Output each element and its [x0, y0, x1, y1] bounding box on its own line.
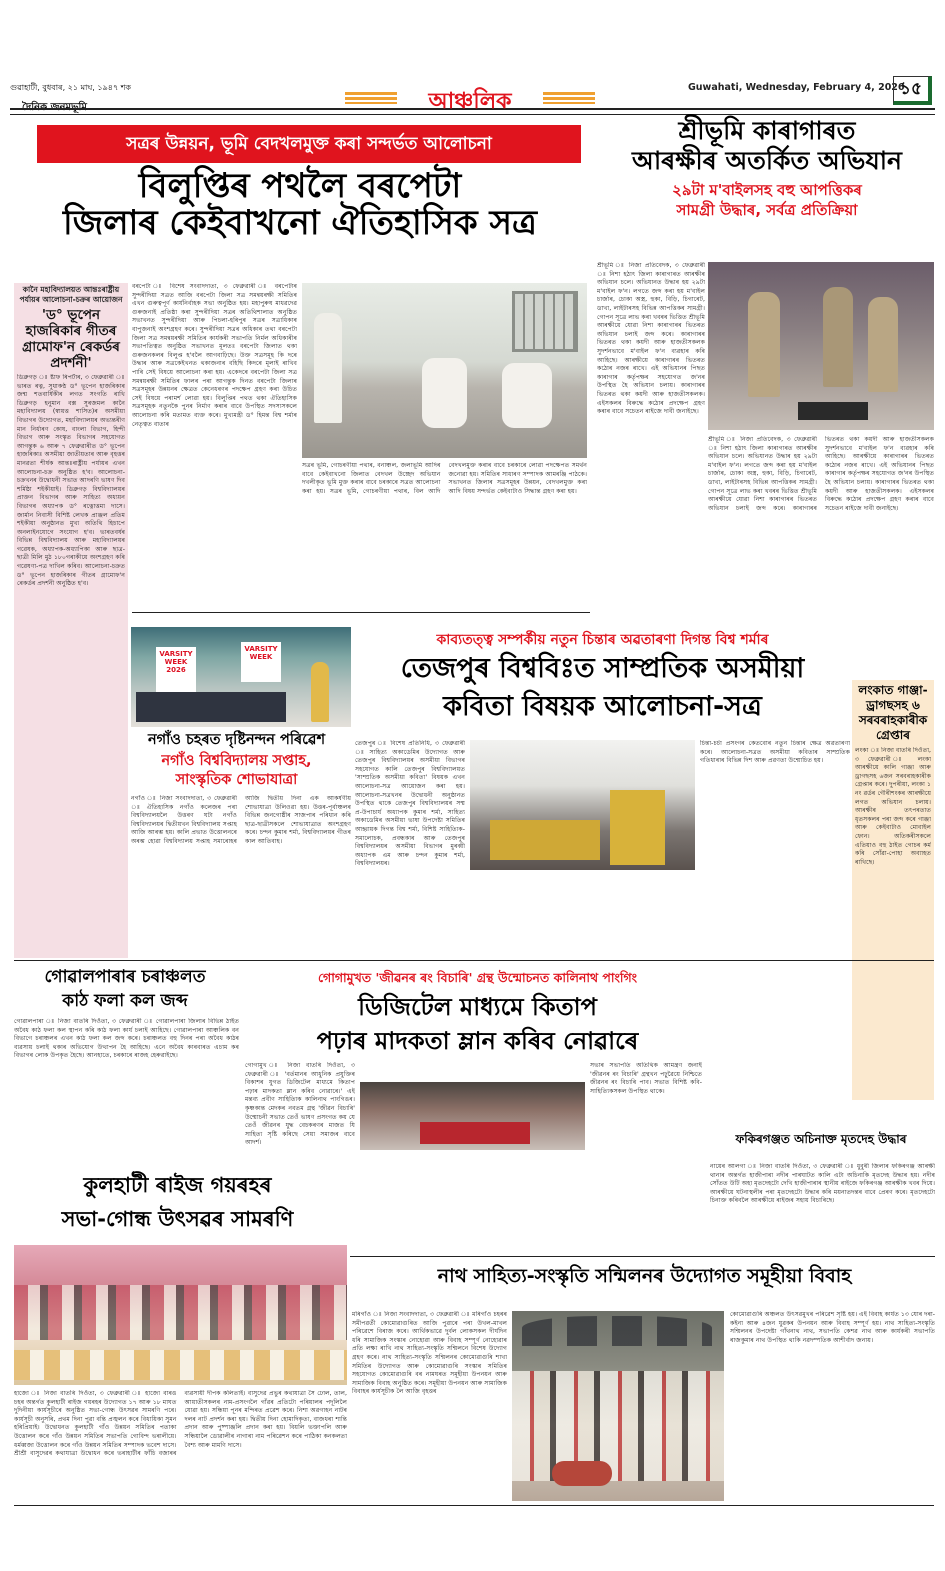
nagaon-subhead	[120, 752, 353, 790]
lanka-headline-line4: গ্ৰেপ্তাৰ	[876, 728, 910, 742]
gogamukh-headline-line1: ডিজিটেল মাধ্যমে কিতাপ	[358, 993, 597, 1021]
fakiraganj-headline: ফকিৰগঞ্জত অচিনাক্ত মৃতদেহ উদ্ধাৰ	[735, 1132, 907, 1146]
lead-body-cont: সত্ৰৰ ভূমি, গোচৰণীয়া পথাৰ, বনাঞ্চল, জলাভূমি আদিৰ বাবে কেইবাখনো জিলাত বেদখল উচ্ছেদ অভিযান দখলীকৃত ভূমি মুক্ত কৰাৰ বাবে চৰকাৰে সত্ৰত আলোচনা কৰা হয়। সত্ৰৰ ভূমি, গোচৰণীয়া পথাৰ, বিল আদি বেদখলমুক্ত কৰাৰ বাবে চৰকাৰে লোৱা পদক্ষেপত সমৰ্থন জনোৱা হয়। সমিতিৰ সাধাৰণ সম্পাদক আমৰঞ্জি পাঠকে। সভাখনত জিলাৰ সত্ৰসমূহৰ উন্নয়ন, বেদখলমুক্ত কৰা আদি বিষয় সন্দৰ্ভত কেইবাটাও সিদ্ধান্ত গ্ৰহণ কৰা হয়।	[302, 462, 587, 495]
section-logo	[345, 86, 595, 112]
photo-crowd	[14, 1285, 347, 1340]
tezpur-body: তেজপুৰ ঃ বিশেষ প্ৰতিনিধি, ৩ ফেব্ৰুৱাৰী ঃ সাহিত্য অকাডেমিৰ উদ্যোগত আৰু তেজপুৰ বিশ্ববিদ্যালয়ৰ অসমীয়া বিভাগৰ সহযোগত কালি তেজপুৰ বিশ্ববিদ্যালয়ত 'সাম্প্ৰতিক অসমীয়া কবিতা' বিষয়ক এখন আলোচনা-সত্ৰ আয়োজন কৰা হয়। আলোচনা-সত্ৰখনৰ উদ্বোধনী অনুষ্ঠানত উপস্থিত থাকে তেজপুৰ বিশ্ববিদ্যালয়ৰ সম্ম প্ৰ-উপাচাৰ্য অধ্যাপক কুমাৰ শৰ্মা, সাহিত্য অকাডেমিৰ অসমীয়া ভাষা উপদেষ্টা সমিতিৰ আহ্বায়ক দিগন্ত বিশ্ব শৰ্মা, বিশিষ্ট সাহিত্যিক-সমালোচক, প্ৰবন্ধকাৰ আৰু তেজপুৰ বিশ্ববিদ্যালয়ৰ অসমীয়া বিভাগৰ মুৰব্বী অধ্যাপক এম আৰু চন্দন কুমাৰ শৰ্মা, বিশ্ববিদ্যালয়ৰ।	[355, 740, 465, 868]
sidebar-kicker: কানৈ মহাবিদ্যালয়ত আন্তঃৰাষ্ট্ৰীয় পৰ্যায়ৰ আলোচনা-চক্ৰৰ আয়োজন	[19, 285, 123, 304]
photo-table-red	[420, 1122, 530, 1144]
photo-banner-2-text: VARSITY WEEK	[244, 645, 278, 661]
photo-seated-guests	[136, 692, 286, 722]
sidebar-headline: 'ড° ভূপেন হাজৰিকাৰ গীতৰ গ্ৰামোফ'ন ৰেকৰ্ডৰ প্ৰদৰ্শনী'	[22, 307, 120, 371]
page-number-box	[893, 76, 932, 105]
photo-woman-speaker	[311, 662, 329, 722]
nath-headline: নাথ সাহিত্য-সংস্কৃতি সন্মিলনৰ উদ্যোগত সমূহীয়া বিবাহ	[437, 1265, 852, 1287]
tezpur-body-mid	[470, 874, 695, 950]
lead-headline	[10, 168, 590, 241]
goalpara-headline	[10, 965, 240, 1013]
nagaon-body: নগাঁও ঃ নিজা সংবাদদাতা, ৩ ফেব্ৰুৱাৰী ঃ ঐতিহাসিক নগাঁও কলেজৰ পৰা বিশ্ববিদ্যালয়লৈ উত্তৰণ ঘটা নগাঁও বিশ্ববিদ্যালয়ৰ দ্বিতীয়খন বিশ্ববিদ্যালয় সপ্তাহ আজি আৰম্ভ হয়। কালি প্ৰভাত উত্তোলনৰে অৰম্ভ হোৱা বিশ্ববিদ্যালয় সপ্তাহ সমাৰোহৰ আজি দ্বিতীয় দিনা এক আকৰ্ষণীয় শোভাযাত্ৰা উলিওৱা হয়। উত্তৰ-পূৰ্বাঞ্চলৰ বিভিন্ন জনগোষ্ঠীৰ সাজপাৰ পৰিধান কৰি ছাত্ৰ-ছাত্ৰীসকলে শোভাযাত্ৰাত অংশগ্ৰহণ কৰে। চন্দন কুমাৰ শৰ্মা, বিশ্ববিদ্যালয়ৰ গীতৰ কাল আতিবাহ।	[131, 795, 351, 845]
tezpur-headline-line2: কবিতা বিষয়ক আলোচনা-সত্ৰ	[443, 691, 762, 722]
left-sidebar-box	[14, 283, 128, 958]
nagaon-headline: নগাঁও চহৰত দৃষ্টিনন্দন পৰিৱেশ	[147, 732, 326, 748]
sidebar-body: ডিব্ৰুগড় ঃ ষ্টাফ ৰিপৰ্টাৰ, ৩ ফেব্ৰুৱাৰী ঃ ভাৰত ৰত্ন, সুধাকণ্ঠ ড° ভূপেন হাজৰিকাৰ জন্ম শতবাৰ্ষিকীৰ লগত সংগতি ৰাখি ডিব্ৰুগড় হনুমান বক্স সুৰজমল কানৈ মহাবিদ্যালয় (স্বায়ত্ত শাসিত)ৰ অসমীয়া বিভাগৰ উদ্যোগত, মহাবিদ্যালয়ৰ অভ্যন্তৰীণ মান নিৰ্ধাৰণ কোষ, বাংলা বিভাগ, হিন্দী বিভাগ আৰু সংস্কৃত বিভাগৰ সহযোগত আগন্তুক ৬ আৰু ৭ ফেব্ৰুৱাৰীত ড° ভূপেন হাজৰিকাঃ অসমীয়া জাতীয়তাৰ আৰু বৃহত্তৰ মানৱতা শীৰ্ষক আন্তঃৰাষ্ট্ৰীয় পৰ্যায়ৰ এখন আলোচনা-চক্ৰ অনুষ্ঠিত হ'ব। আলোচনা-চক্ৰখনৰ উদ্বোধনী সভাত আদৰণি ভাষণ দিব শৰ্মিষ্ঠা শইকীয়াই। ডিব্ৰুগড় বিশ্ববিদ্যালয়ৰ প্ৰাক্তন বিভাগৰ আৰু সাহিত্য অধ্যয়ন বিভাগৰ অধ্যাপক ড° ৰত্নোত্তমা দাসে। জাৰ্মান নিবাসী বিশিষ্ট লেখক প্ৰাঞ্জল প্ৰতিম শইকীয়া অনুষ্ঠানত মুখ্য অতিথি হিচাপে অনলাইনযোগে সংযোগ হ'ব। ভাৰতবৰ্ষৰ বিভিন্ন বিশ্ববিদ্যালয় আৰু মহাবিদ্যালয়ৰ গৱেষক, অধ্যাপক-অধ্যাপিকা আৰু ছাত্ৰ-ছাত্ৰী মিলি মুঠ ১৮০গৰাকীয়ে অংশগ্ৰহণ কৰি গৱেষণা-পত্ৰ দাখিল কৰিব। আলোচনা-চক্ৰত ড° ভূপেন হাজৰিকাৰ গীতৰ গ্ৰামোফ'ন ৰেকৰ্ডৰ প্ৰদৰ্শনী অনুষ্ঠিত হ'ব।	[17, 374, 125, 588]
footer-rule	[14, 1505, 934, 1506]
photo-podium	[610, 790, 665, 865]
lead-kicker: সত্ৰৰ উন্নয়ন, ভূমি বেদখলমুক্ত কৰা সন্দৰ্ভত আলোচনা	[126, 134, 492, 154]
nath-body: মৰিগাঁও ঃ নিজা সংবাদদাতা, ৩ ফেব্ৰুৱাৰী ঃ মৰিগাঁও চহৰৰ সমীপৱৰ্তী কোমোৱাগুৰিত আজি পুৱাৰে পৰা উখল-মাখল পৰিৱেশে বিৰাজ কৰে। আৰ্থিকভাৱে দুৰ্বল লোকসকল দীৰ্ঘদিন ধৰি সামাজিক সংস্কাৰ নোহোৱা আৰু বিবাহ সম্পূৰ্ণ নোহোৱাৰ প্ৰতি লক্ষ্য ৰাখি নাথ সাহিত্য-সংস্কৃতি সন্মিলনে বিশেষ উদ্যোগ গ্ৰহণ কৰে। নাথ সাহিত্য-সংস্কৃতি সন্মিলনৰ কোমোৱাগুৰি শাখা সমিতিৰ উদ্যোগত আৰু কোমোৱাগুৰি সংস্কাৰ সমিতিৰ সহযোগত কোমোৱাগুৰি বৰ নামঘৰত সমূহীয়া উপনয়ন আৰু সামাজিক বিবাহ অনুষ্ঠিত কৰে। সমূহীয়া উপনয়ন আৰু সামাজিক বিবাহৰ কাৰ্যসূচীক লৈ আজি বৃহত্তৰ	[352, 1311, 507, 1396]
goalpara-body: গোৱালপাৰা ঃ নিজা বাতৰি দিওঁতা, ৩ ফেব্ৰুৱাৰী ঃ গোৱালপাৰা জিলাৰ বিভিন্ন ঠাইত অবৈধ কাঠ ফলা কল স্থাপন কৰি কাঠ ফলা কাৰ্য চলাই আহিছে। গোৱালপাৰা আঞ্চলিক বন বিভাগে চৰাঞ্চলৰ এখন কাঠ ফলা কল জব্দ কৰে। চৰাঞ্চলত বহু দিনৰ পৰা অবৈধ কাঠৰ ব্যৱসায় চলাই থকাৰ অভিযোগ উত্থাপন হৈ আহিছে। এনে অবৈধ কাৰবাৰত এচাম কৰ বিভাগৰ লোক উপকৃত হৈছে। আনহাতে, চৰকাৰে ৰাজহ হেৰুৱাইছে।	[14, 1018, 239, 1060]
sribhumi-body-lower: শ্ৰীভূমি ঃ নিজা প্ৰতিবেদক, ৩ ফেব্ৰুৱাৰী ঃ নিশা হঠাৎ জিলা কাৰাগাৰত আৰক্ষীৰ অভিযান চলে। অভিযানত উদ্ধাৰ হয় ২৯টা ম'বাইল ফ'ন। লগতে জব্দ কৰা হয় ম'বাইল চাৰ্জাৰ, চোকা অস্ত্ৰ, হুকা, বিড়ি, চিগাৰেট, ডাখা, লাইটাৰসহ বিভিন্ন আপত্তিকৰ সামগ্ৰী। গোপন সূত্ৰে লাভ কৰা খবৰৰ ভিত্তিত শ্ৰীভূমি আৰক্ষীয়ে যোৱা নিশা কাৰাগাৰৰ ভিতৰত অভিযান চলাই জব্দ কৰে। কাৰাগাৰৰ ভিতৰত থকা কয়দী আৰু হাজতীসকলক সুদৰ্শনভাবে ম'বাইল ফ'ন ব্যৱহাৰ কৰি আহিছে। আৰক্ষীয়ে কাৰাগাৰৰ ভিতৰত কঠোৰ নজৰ ৰাখে। এই অভিযানৰ পিছত কাৰাগাৰ কৰ্তৃপক্ষৰ সহযোগত জ'নৰ উপস্থিত হৈ অভিযান চলায়। কাৰাগাৰৰ ভিতৰত থকা কয়দী আৰু হাজতীসকলক। এইসকলৰ বিৰুদ্ধে কঠোৰ প্ৰদক্ষেপ গ্ৰহণ কৰাৰ বাবে সচেতন ৰাইজে দাবী জনাইছে।	[708, 436, 934, 512]
nath-body-cont: কোমোৱাগুৰি অঞ্চলত উৎসৱমুখৰ পৰিৱেশ সৃষ্টি হয়। এই বিবাহ কাৰ্যত ১৩ যোৰ দৰা-কইনা আৰু ৪জন যুৱকৰ উপনয়ন আৰু বিবাহ সম্পূৰ্ণ হয়। নাথ সাহিত্য-সংস্কৃতি সন্মিলনৰ উপদেষ্টা গাঁথনাথ নাথ, সভাপতি কেশৱ নাথ আৰু কাৰ্যকৰী সভাপতি ৰাজকুমাৰ নাথ উপস্থিত থাকি নৱদম্পতিক আশীৰ্বাদ জনায়।	[730, 1311, 935, 1344]
masthead	[0, 0, 945, 130]
lead-kicker-banner	[37, 125, 581, 163]
tezpur-headline	[355, 650, 850, 726]
left-dateline: গুৱাহাটী, বুধবাৰ, ২১ মাঘ, ১৯৪৭ শক	[10, 83, 132, 92]
mid-divider	[14, 960, 934, 961]
gogamukh-photo-book-launch	[360, 1082, 585, 1150]
sribhumi-headline-line1: শ্ৰীভূমি কাৰাগাৰত	[678, 116, 856, 145]
nath-photo-wedding-procession	[512, 1311, 724, 1501]
lower-divider	[350, 1256, 935, 1257]
gogamukh-headline	[245, 990, 710, 1058]
kulhati-body: হাজো ঃ নিজা বাতৰি দিওঁতা, ৩ ফেব্ৰুৱাৰী ঃ হাজো বাৰঙ চহৰ অন্তৰ্গত কুলহাটী ৰাইজ গয়ৰহৰ উদ্যোগত ১৭ আৰু ১৮ মাঘত দুদিনীয়া কাৰ্যসূচীৰে অনুষ্ঠিত সভা-গোন্ধ উৎসৱৰ সামৰণি পৰে। কাৰ্যসূচী অনুসৰি, প্ৰথম দিনা পুৱা বন্তি প্ৰজ্বলন কৰে বিধায়িকা সুমন হৰিপ্ৰিয়াই। উদ্বোধনত কুলহাটী গাঁও উন্নয়ন সমিতিৰ পতাকা উত্তোলন কৰে গাঁও উন্নয়ন সমিতিৰ সভাপতি গোবিন্দ ভৰালীয়ে। ধৰ্মধ্বজা উত্তোলন কৰে গাঁও উন্নয়ন সমিতিৰ সম্পাদক ভবেশ দাসে। শ্ৰীশ্ৰী বাসুদেৱৰ কথাযাত্ৰা উদ্বোধন কৰে ভৰাহাটীৰ ফাঁচি বজাৰৰ ব্যৱসায়ী দীপক কলিতাই। বাসুদেৱ প্ৰভুৰ কথাযাত্ৰা সৈ ঢোল, তাল, আয়াতীসকলৰ নাম-প্ৰসংগলৈ গাঁৱৰ প্ৰতিটো পৰিয়ালৰ পদূলিলৈ যোৱা হয়। সন্ধিয়া পূনৰ মন্দিৰত প্ৰৱেশ কৰে। নিশা অৱগাহন নাটৰ দলৰ নাট প্ৰদৰ্শন কৰা হয়। দ্বিতীয় দিনা হোমাদিকৃত্য, বাজধৰা শান্তি প্ৰদান আৰু পুষ্পাঞ্জলি প্ৰদান কৰা হয়। বিয়লি ভক্তাপলি আৰু সন্ধিয়ালৈ ডোৱালীৰ নাগাৰা নাম পৰিৱেশন কৰে পাঠিকা কনকলতা বৈশ্য আৰু মামণি দাসে।	[14, 1390, 347, 1458]
nagaon-subhead-line2: সাংস্কৃতিক শোভাযাত্ৰা	[175, 772, 298, 788]
gogamukh-body: গোগামুখ ঃ নিজা বাতৰি দিওঁতা, ৩ ফেব্ৰুৱাৰী ঃ 'বৰ্তমানৰ আধুনিক প্ৰযুক্তিৰ বিকাশৰ যুগত ডিজিটেল মাধ্যমে কিতাপ পঢ়াৰ মাদকতা ম্লান কৰিব নোৱাৰে।' এই মন্তব্য প্ৰবীণ সাহিত্যিক কালিনাথ পাংগিঙৰ। কৃষ্ণকান্ত মেদকৰ নবতম গ্ৰন্থ 'জীৱন বিচাৰি' উন্মোচনী সভাত তেওঁ ভাষণ প্ৰসংগত কয় যে তেওঁ জীৱনৰ যুদ্ধ বেচকৰণৰ মাজত যি সাহিত্য সৃষ্টি কৰিছে সেয়া সমাজৰ বাবে আদৰ্শ।	[245, 1062, 355, 1147]
logo-stripes-left	[345, 92, 397, 104]
lanka-box	[852, 680, 934, 1100]
section-title: আঞ্চলিক	[428, 89, 512, 114]
lead-photo-satra-meeting	[302, 283, 587, 458]
sribhumi-body: শ্ৰীভূমি ঃ নিজা প্ৰতিবেদক, ৩ ফেব্ৰুৱাৰী ঃ নিশা হঠাৎ জিলা কাৰাগাৰত আৰক্ষীৰ অভিযান চলে। অভিযানত উদ্ধাৰ হয় ২৯টা ম'বাইল ফ'ন। লগতে জব্দ কৰা হয় ম'বাইল চাৰ্জাৰ, চোকা অস্ত্ৰ, হুকা, বিড়ি, চিগাৰেট, ডাখা, লাইটাৰসহ বিভিন্ন আপত্তিকৰ সামগ্ৰী। গোপন সূত্ৰে লাভ কৰা খবৰৰ ভিত্তিত শ্ৰীভূমি আৰক্ষীয়ে যোৱা নিশা কাৰাগাৰৰ ভিতৰত অভিযান চলাই জব্দ কৰে। কাৰাগাৰৰ ভিতৰত থকা কয়দী আৰু হাজতীসকলক সুদৰ্শনভাবে ম'বাইল ফ'ন ব্যৱহাৰ কৰি আহিছে। আৰক্ষীয়ে কাৰাগাৰৰ ভিতৰত কঠোৰ নজৰ ৰাখে। এই অভিযানৰ পিছত কাৰাগাৰ কৰ্তৃপক্ষৰ সহযোগত জ'নৰ উপস্থিত হৈ অভিযান চলায়। কাৰাগাৰৰ ভিতৰত থকা কয়দী আৰু হাজতীসকলক। এইসকলৰ বিৰুদ্ধে কঠোৰ প্ৰদক্ষেপ গ্ৰহণ কৰাৰ বাবে সচেতন ৰাইজে দাবী জনাইছে।	[597, 262, 705, 416]
sribhumi-headline	[597, 116, 937, 176]
lanka-headline-line2: ড্ৰাগছসহ ৬	[866, 698, 920, 712]
goalpara-headline-line1: গোৱালপাৰাৰ চৰাঞ্চলত	[44, 967, 206, 987]
tezpur-headline-line1: তেজপুৰ বিশ্ববিঃত সাম্প্ৰতিক অসমীয়া	[400, 653, 805, 684]
lead-headline-line2: জিলাৰ কেইবাখনো ঐতিহাসিক সত্ৰ	[63, 202, 537, 243]
photo-banner-left	[156, 647, 196, 692]
kulhati-photo-feast	[14, 1245, 347, 1385]
photo-figure-seated-1	[422, 358, 467, 428]
lead-divider	[132, 612, 590, 613]
photo-banner-right	[241, 642, 281, 682]
sribhumi-subhead	[597, 180, 937, 220]
photo-plates	[14, 1350, 347, 1380]
paper-name: দৈনিক জনমভূমি	[22, 102, 87, 113]
photo-figure-seated-2	[502, 363, 552, 428]
sribhumi-headline-line2: আৰক্ষীৰ অতৰ্কিত অভিযান	[632, 146, 902, 175]
nagaon-subhead-line1: নগাঁও বিশ্ববিদ্যালয় সপ্তাহ,	[161, 753, 312, 769]
photo-window	[512, 291, 578, 352]
sribhumi-subhead-line1: ২৯টা ম'বাইলসহ বহু আপত্তিকৰ	[672, 181, 862, 199]
sribhumi-subhead-line2: সামগ্ৰী উদ্ধাৰ, সৰ্বত্ৰ প্ৰতিক্ৰিয়া	[676, 201, 858, 219]
lead-headline-line1: বিলুপ্তিৰ পথলৈ বৰপেটা	[138, 166, 462, 206]
photo-banner-1-text: VARSITY WEEK 2026	[159, 650, 193, 674]
lanka-headline	[855, 683, 931, 743]
kulhati-headline-line2: সভা-গোন্ধ উৎসৱৰ সামৰণি	[61, 1207, 294, 1231]
tezpur-kicker: কাব্যতত্ত্ব সম্পৰ্কীয় নতুন চিন্তাৰ অৱতাৰণা দিগন্ত বিশ্ব শৰ্মাৰ	[436, 632, 769, 648]
kulhati-headline	[10, 1168, 345, 1236]
photo-umbrellas	[522, 1316, 712, 1346]
nagaon-photo-varsity-week	[131, 627, 351, 727]
photo-dais-table	[490, 820, 600, 860]
gogamukh-body-under-photo	[360, 1153, 585, 1248]
sribhumi-body-mask	[708, 262, 934, 432]
kulhati-headline-line1: কুলহাটী ৰাইজ গয়ৰহৰ	[83, 1173, 272, 1197]
photo-figure-standing	[314, 313, 342, 423]
logo-stripes-right	[543, 92, 595, 104]
tezpur-photo-seminar	[470, 740, 695, 870]
lanka-headline-line1: লংকাত গাঞ্জা-	[858, 683, 928, 697]
photo-drum	[552, 1461, 612, 1486]
fakiraganj-body: নায়েৰ আলগা ঃ নিজা বাতৰি দিওঁতা, ৩ ফেব্ৰুৱাৰী ঃ ধুবুৰী জিলাৰ ফকিৰগঞ্জ আৰক্ষী থানাৰ অন্তৰ্গত হাজীপাৰা নদীৰ পাৰঘাটত কালি এটা অচিনাকি মৃতদেহ উদ্ধাৰ হয়। নদীৰ সোঁতত উটি অহা মৃতদেহটো দেখি হাজীপাৰাৰ স্থানীয় ৰাইজে ফকিৰগঞ্জ আৰক্ষীক খবৰ দিয়ে। আৰক্ষীয়ে ঘটনাস্থলীৰ পৰা মৃতদেহটো উদ্ধাৰ কৰি ময়নাতদন্তৰ বাবে প্ৰেৰণ কৰে। মৃতদেহটো চিনাক্ত কৰিবলৈ আৰক্ষীয়ে ৰাইজৰ সহায় বিচাৰিছে।	[710, 1163, 935, 1205]
lanka-headline-line3: সৰবৰাহকাৰীক	[858, 713, 928, 727]
page-number: ১৫	[899, 79, 923, 99]
tezpur-body-cont: চিন্তা-চৰ্চা প্ৰসংগৰ কেতবোৰ নতুন চিন্তাৰ ক্ষেত্ৰ অৱতাৰণা কৰে। আলোচনা-সত্ৰত অসমীয়া কবিতাৰ সাম্প্ৰতিক গতিধাৰাৰ বিভিন্ন দিশ আৰু প্ৰৱণতা উন্মোচিত হয়।	[700, 740, 850, 765]
right-dateline: Guwahati, Wednesday, February 4, 2026	[688, 82, 905, 93]
gogamukh-kicker: গোগামুখত 'জীৱনৰ ৰং বিচাৰি' গ্ৰন্থ উন্মোচনত কালিনাথ পাংগিং	[317, 970, 638, 985]
photo-procession-people	[512, 1371, 724, 1481]
goalpara-headline-line2: কাঠ ফলা কল জব্দ	[62, 991, 188, 1011]
lanka-body: লংকা ঃ নিজা বাতৰি দিওঁতা, ৩ ফেব্ৰুৱাৰী ঃ লংকা আৰক্ষীয়ে কালি গাঞ্জা আৰু ড্ৰাগছসহ ৬জন সৰবৰাহকাৰীক গ্ৰেপ্তাৰ কৰে। দুপৰীয়া, লংকা ১ নং ৱৰ্ডৰ গৌৰীশংকৰ আৰক্ষীয়ে লগত অভিযান চলায়। আৰক্ষীৰ তৎপৰতাত ধৃতসকলৰ পৰা জব্দ কৰে গাঞ্জা আৰু কেইবাটাও মোবাইল ফোন। অতিকৰীসকলে এতিয়াও বহু ঠাইত গোচৰ কৰ্ম কৰি সোঁৱা-পোহা অব্যাহত ৰাখিছে।	[855, 747, 931, 866]
lead-body: বৰপেটা ঃ বিশেষ সংবাদদাতা, ৩ ফেব্ৰুৱাৰী ঃ বৰপেটাৰ সুন্দৰীদিয়া সত্ৰত আজি বৰপেটা জিলা সত্ৰ সমন্বয়ৰক্ষী সমিতিৰ এখন গুৰুত্বপূৰ্ণ কাৰ্যনিৰ্বাহক সভা অনুষ্ঠিত হয়। মহাপুৰুষ মাধৱদেৱ গুৰুজনাই প্ৰতিষ্ঠা কৰা সুন্দৰীদিয়া সত্ৰৰ অতিথিশালাত অনুষ্ঠিত সভাখনত সুন্দৰীদিয়া আৰু পিচলা-হৰিপুৰ সত্ৰৰ সত্ৰাধিকাৰ বাপুজনাই অংশগ্ৰহণ কৰে। সুন্দৰীদিয়া সত্ৰৰ অধিকাৰ তথা বৰপেটা জিলা সত্ৰ সমন্বয়ৰক্ষী সমিতিৰ কাৰ্যকৰী সভাপতি নিৰ্মল অধিকাৰীৰ সভাপতিত্বত অনুষ্ঠিত সভাখনত মূলতঃ বৰপেটা জিলাত থকা গুৰুজনকলৰ বিলুপ্ত হ'বলৈ আগবাঢ়িছে। উক্ত সত্ৰসমূহ কি দৰে উদ্ধাৰ আৰু সত্ৰকেইখনত থকাজনাৰ বহিছি কিদৰে মূলাই ৰাখিব পাৰি সেই বিষয়ে আলোচনা কৰা হয়। একেদৰে বৰপেটা জিলা সত্ৰ সমন্বয়ৰক্ষী সমিতিৰ ফালৰ পৰা আগন্তুক দিনত বৰপেটা জিলাৰ সত্ৰসমূহৰ উন্নয়নৰ ক্ষেত্ৰত কেনেধৰণৰ পদক্ষেপ গ্ৰহণ কৰা উচিত সেই বিষয়ে পৰামৰ্শ লোৱা হয়। বিলুপ্তিৰ পথত থকা ঐতিহাসিক সত্ৰসমূহক নতুনকৈ পুনৰ নিৰ্মাণ কৰাৰ বাবে উপস্থিত সদস্যসকলে আলোচনা কৰি মতামত ব্যক্ত কৰে। মুখ্যমন্ত্ৰী ড° হিমন্ত বিশ্ব শৰ্মাৰ নেতৃত্বত বাতাৰ	[132, 283, 297, 428]
gogamukh-body-cont: সভাৰ সভাপতি অতিথিক আমন্ত্ৰণ জনাই 'জীৱনৰ ৰং বিচাৰি' গ্ৰন্থখন পঢ়ুৱৈয়ে নিশ্চিতে জীৱনৰ ৰং বিচাৰি পাব। সভাত বিশিষ্ট কবি-সাহিত্যিকসকল উপস্থিত থাকে।	[590, 1062, 702, 1095]
gogamukh-headline-line2: পঢ়াৰ মাদকতা ম্লান কৰিব নোৱাৰে	[316, 1027, 639, 1055]
